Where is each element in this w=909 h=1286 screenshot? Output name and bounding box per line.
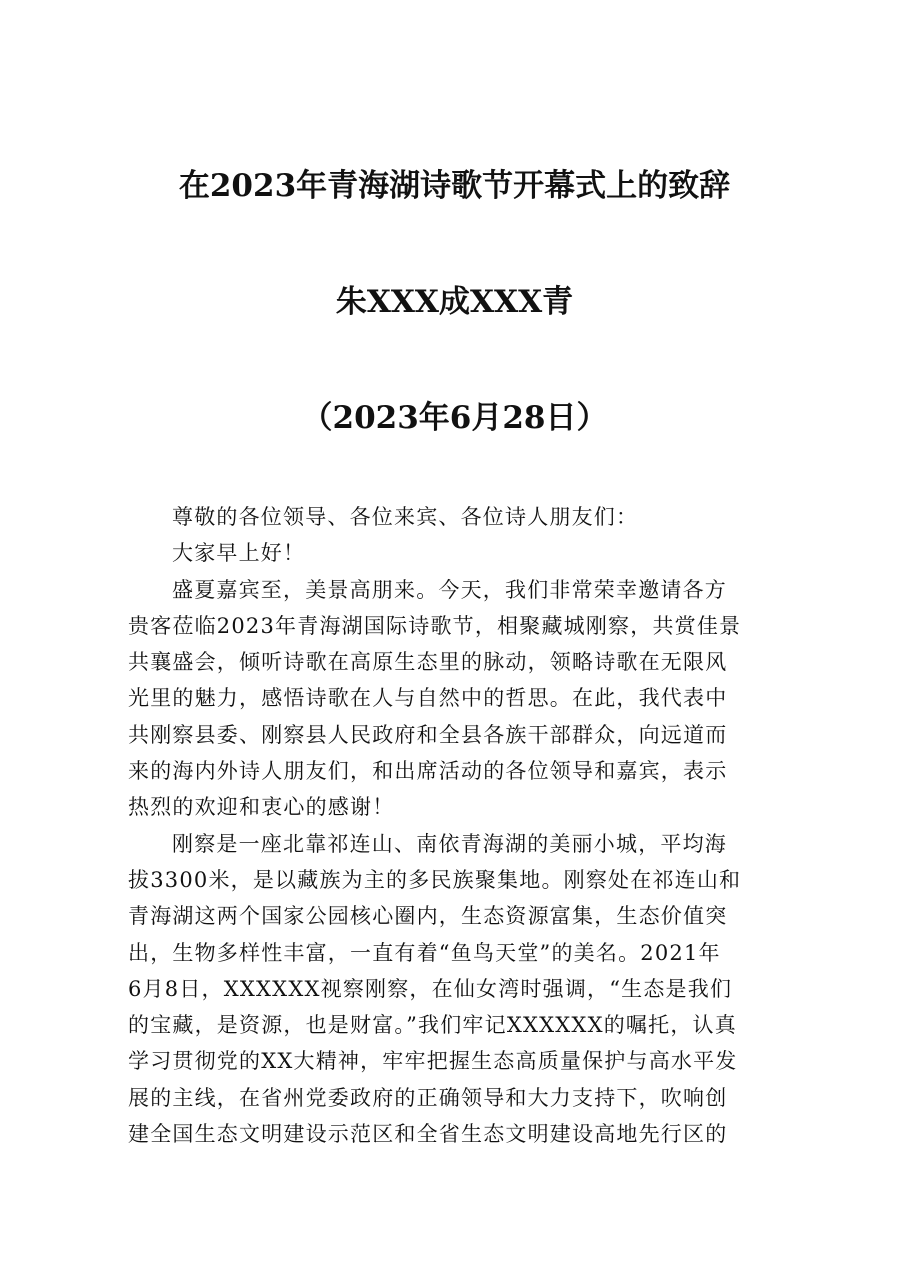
- paragraph-line: 青海湖这两个国家公园核心圈内，生态资源富集，生态价值突: [128, 904, 728, 929]
- paragraph-line: 的宝藏，是资源，也是财富。”我们牢记XXXXXX的嘱托，认真: [128, 1013, 737, 1038]
- paragraph-line: 贵客莅临2023年青海湖国际诗歌节，相聚藏城刚察，共赏佳景: [128, 613, 742, 638]
- paragraph-line: 拔3300米，是以藏族为主的多民族聚集地。刚察处在祁连山和: [128, 867, 742, 892]
- paragraph-line: 热烈的欢迎和衷心的感谢！: [128, 795, 395, 820]
- paragraph-line: 6月8日，XXXXXX视察刚察，在仙女湾时强调，“生态是我们: [128, 976, 733, 1001]
- document-body: [128, 499, 800, 1152]
- paragraph-line: 光里的魅力，感悟诗歌在人与自然中的哲思。在此，我代表中: [128, 686, 728, 711]
- paragraph-line: 刚察是一座北靠祁连山、南依青海湖的美丽小城，平均海: [172, 831, 727, 856]
- document-title: 在2023年青海湖诗歌节开幕式上的致辞: [178, 168, 731, 204]
- salutation-line: 尊敬的各位领导、各位来宾、各位诗人朋友们：: [172, 505, 639, 529]
- paragraph-line: 展的主线，在省州党委政府的正确领导和大力支持下，吹响创: [128, 1085, 728, 1110]
- paragraph-line: 学习贯彻党的XX大精神，牢牢把握生态高质量保护与高水平发: [128, 1049, 738, 1074]
- paragraph-line: 来的海内外诗人朋友们，和出席活动的各位领导和嘉宾，表示: [128, 759, 728, 784]
- paragraph-line: 共刚察县委、刚察县人民政府和全县各族干部群众，向远道而: [128, 722, 728, 747]
- author-line: 朱XXX成XXX青: [335, 284, 574, 320]
- paragraph-line: 共襄盛会，倾听诗歌在高原生态里的脉动，领略诗歌在无限风: [128, 650, 728, 675]
- paragraph-line: 出，生物多样性丰富，一直有着“鱼鸟天堂”的美名。2021年: [128, 940, 721, 965]
- greeting-line: 大家早上好！: [172, 541, 306, 566]
- paragraph-line: 盛夏嘉宾至，美景高朋来。今天，我们非常荣幸邀请各方: [172, 577, 727, 602]
- paragraph-line: 建全国生态文明建设示范区和全省生态文明建设高地先行区的: [128, 1122, 728, 1147]
- date-line: （2023年6月28日）: [301, 400, 608, 436]
